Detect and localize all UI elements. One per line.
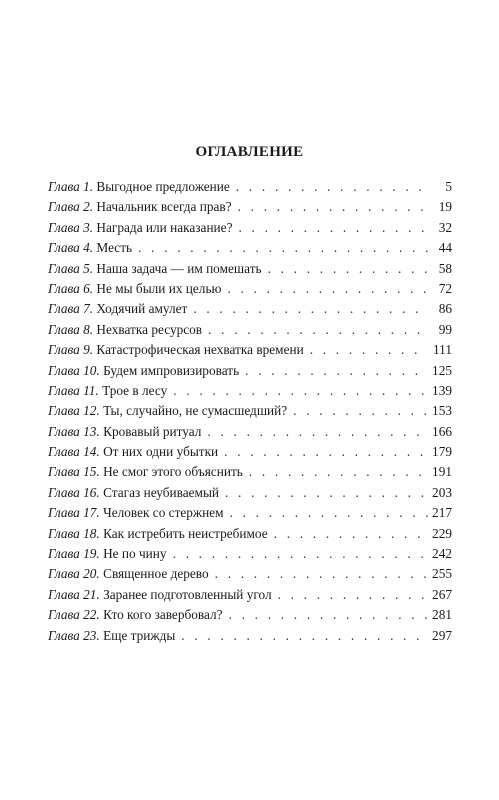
page-number: 242: [432, 546, 452, 562]
page-number: 179: [432, 444, 452, 460]
dot-leader: [229, 605, 428, 625]
chapter-number: Глава 17.: [48, 505, 100, 521]
chapter-number: Глава 19.: [48, 546, 100, 562]
chapter-title: Кровавый ритуал: [103, 423, 202, 439]
dot-leader: [193, 299, 428, 319]
toc-entry: [48, 259, 452, 279]
page-number: 72: [438, 280, 452, 296]
toc-entry: [48, 401, 452, 421]
toc-entry-label: [48, 361, 239, 381]
toc-entry: [48, 361, 452, 381]
toc-entry-label: [48, 218, 232, 238]
chapter-title: Награда или наказание?: [96, 219, 233, 235]
dot-leader: [138, 238, 428, 258]
chapter-number: Глава 21.: [48, 586, 100, 602]
toc-entry-label: [48, 381, 167, 401]
dot-leader: [293, 401, 428, 421]
chapter-title: Катастрофическая нехватка времени: [96, 342, 304, 358]
toc-entry: [48, 340, 452, 360]
page-number: 44: [438, 240, 452, 256]
dot-leader: [310, 340, 428, 360]
toc-entry: [48, 442, 452, 462]
toc-entry: [48, 544, 452, 564]
dot-leader: [208, 320, 428, 340]
dot-leader: [173, 544, 428, 564]
toc-entry-label: [48, 401, 287, 421]
page-number: 153: [432, 403, 452, 419]
dot-leader: [207, 422, 428, 442]
chapter-number: Глава 22.: [48, 607, 100, 623]
page-number: 99: [438, 321, 452, 337]
dot-leader: [238, 197, 428, 217]
chapter-title: Стагаз неубиваемый: [103, 484, 219, 500]
dot-leader: [181, 626, 428, 646]
toc-entry-label: [48, 462, 243, 482]
dot-leader: [278, 585, 428, 605]
toc-entry-label: [48, 524, 268, 544]
toc-entry-label: [48, 605, 223, 625]
chapter-number: Глава 23.: [48, 627, 100, 643]
toc-entry-label: [48, 544, 167, 564]
chapter-title: Выгодное предложение: [96, 179, 230, 194]
chapter-title: Нехватка ресурсов: [96, 321, 203, 337]
page-number: 32: [438, 219, 452, 235]
chapter-number: Глава 3.: [48, 219, 94, 235]
chapter-number: Глава 20.: [48, 566, 100, 582]
toc-entry-label: [48, 177, 230, 197]
toc-entry: [48, 177, 452, 197]
toc-entry-label: [48, 626, 175, 646]
chapter-number: Глава 12.: [48, 403, 100, 419]
toc-entry: [48, 279, 452, 299]
page-number: 5: [445, 179, 452, 194]
chapter-number: Глава 5.: [48, 260, 94, 276]
chapter-number: Глава 15.: [48, 464, 100, 480]
chapter-number: Глава 8.: [48, 321, 94, 337]
chapter-number: Глава 16.: [48, 484, 100, 500]
page-number: 191: [432, 464, 452, 480]
toc-heading: ОГЛАВЛЕНИЕ: [195, 144, 304, 160]
page-number: 125: [432, 362, 452, 378]
toc-entry: [48, 483, 452, 503]
page-number: 111: [433, 342, 452, 358]
toc-entry: [48, 503, 452, 523]
page-number: 267: [432, 586, 452, 602]
dot-leader: [268, 259, 428, 279]
chapter-title: Будем импровизировать: [103, 362, 240, 378]
chapter-title: Ходячий амулет: [96, 301, 188, 317]
chapter-title: Еще трижды: [103, 627, 176, 643]
chapter-title: От них одни убытки: [103, 444, 219, 460]
toc-entry: [48, 524, 452, 544]
chapter-title: Месть: [96, 240, 133, 256]
toc-entry: [48, 320, 452, 340]
dot-leader: [274, 524, 428, 544]
toc-entry: [48, 462, 452, 482]
table-of-contents: [48, 177, 452, 646]
chapter-number: Глава 14.: [48, 444, 100, 460]
toc-entry-label: [48, 585, 272, 605]
dot-leader: [245, 361, 428, 381]
chapter-title: Кто кого завербовал?: [103, 607, 223, 623]
toc-entry-label: [48, 503, 224, 523]
dot-leader: [227, 279, 428, 299]
toc-entry: [48, 585, 452, 605]
page-number: 86: [438, 301, 452, 317]
chapter-title: Ты, случайно, не сумасшедший?: [103, 403, 288, 419]
chapter-number: Глава 9.: [48, 342, 94, 358]
chapter-title: Наша задача — им помешать: [96, 260, 262, 276]
chapter-title: Трое в лесу: [102, 382, 168, 398]
page-number: 297: [432, 627, 452, 643]
toc-entry-label: [48, 197, 232, 217]
chapter-title: Как истребить неистребимое: [103, 525, 268, 541]
chapter-number: Глава 18.: [48, 525, 100, 541]
dot-leader: [230, 503, 428, 523]
chapter-title: Начальник всегда прав?: [96, 199, 232, 215]
toc-entry: [48, 238, 452, 258]
chapter-number: Глава 11.: [48, 382, 99, 398]
toc-entry-label: [48, 442, 218, 462]
page-number: 19: [438, 199, 452, 215]
toc-entry-label: [48, 320, 202, 340]
dot-leader: [236, 177, 428, 197]
chapter-number: Глава 13.: [48, 423, 100, 439]
toc-entry-label: [48, 340, 304, 360]
page-number: 217: [432, 505, 452, 521]
toc-entry: [48, 299, 452, 319]
toc-entry: [48, 605, 452, 625]
toc-entry-label: [48, 279, 221, 299]
page-number: 139: [432, 382, 452, 398]
dot-leader: [225, 483, 428, 503]
dot-leader: [249, 462, 428, 482]
chapter-number: Глава 6.: [48, 280, 94, 296]
chapter-title: Заранее подготовленный угол: [103, 586, 272, 602]
chapter-title: Не мы были их целью: [96, 280, 222, 296]
chapter-title: Не смог этого объяснить: [103, 464, 243, 480]
toc-entry: [48, 197, 452, 217]
page-number: 229: [432, 525, 452, 541]
toc-entry: [48, 564, 452, 584]
chapter-number: Глава 2.: [48, 199, 94, 215]
dot-leader: [224, 442, 428, 462]
toc-entry: [48, 626, 452, 646]
toc-entry: [48, 218, 452, 238]
toc-entry: [48, 381, 452, 401]
chapter-title: Священное дерево: [103, 566, 209, 582]
chapter-number: Глава 4.: [48, 240, 94, 256]
toc-entry-label: [48, 422, 201, 442]
page-number: 203: [432, 484, 452, 500]
page-number: 58: [438, 260, 452, 276]
toc-entry-label: [48, 238, 132, 258]
toc-entry-label: [48, 483, 219, 503]
toc-entry: [48, 422, 452, 442]
toc-entry-label: [48, 564, 209, 584]
dot-leader: [173, 381, 428, 401]
chapter-number: Глава 10.: [48, 362, 100, 378]
chapter-number: Глава 7.: [48, 301, 94, 317]
page-number: 281: [432, 607, 452, 623]
chapter-number: Глава 1.: [48, 179, 94, 194]
chapter-title: Человек со стержнем: [103, 505, 224, 521]
dot-leader: [238, 218, 428, 238]
toc-entry-label: [48, 259, 262, 279]
page-number: 166: [432, 423, 452, 439]
toc-entry-label: [48, 299, 187, 319]
page-number: 255: [432, 566, 452, 582]
dot-leader: [215, 564, 428, 584]
chapter-title: Не по чину: [103, 546, 167, 562]
